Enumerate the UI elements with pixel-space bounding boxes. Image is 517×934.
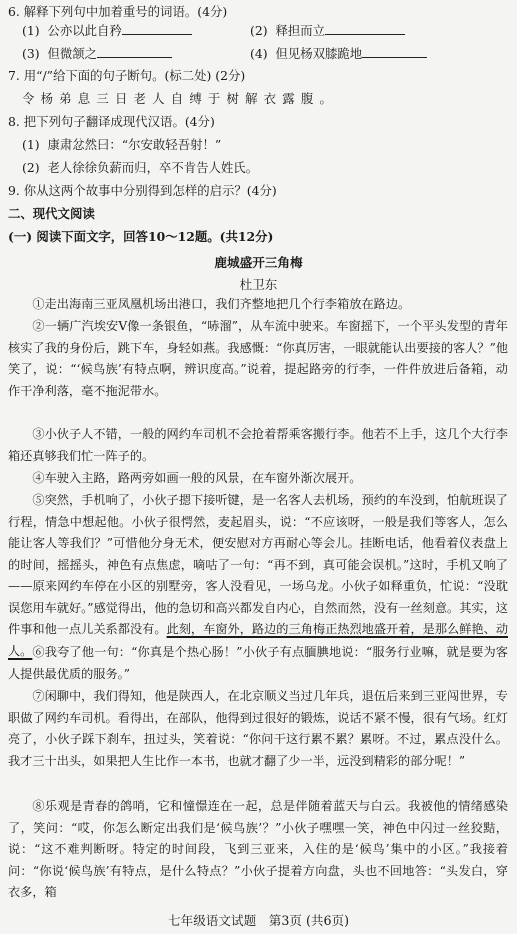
q6-item-3: (3) 但微颔之 <box>22 45 172 62</box>
q9-title: 9. 你从这两个故事中分别得到怎样的启示？(4分) <box>8 183 277 198</box>
article-paragraph-4: ④车驶入主路，路两旁如画一般的风景，在车窗外渐次展开。 <box>32 471 362 485</box>
q8-item-1: (1) 康肃忿然曰：“尔安敢轻吾射！” <box>22 137 222 152</box>
article-paragraph-8: ⑧乐观是青春的鸽哨，它和憧憬连在一起，总是伴随着蓝天与白云。我被他的情绪感染了，笑问：“哎，你怎么断定出我们是‘候鸟族’？”小伙子嘿嘿一笑，神色中闪过一丝狡黠，说：“这不难判断呀。特定的时间段，飞到三亚来，入住的是‘候鸟’集中的小区。”我接着问：“你说‘候鸟族’有特点，是什么特点？”小伙子提着方向盘，头也不回地答：“头发白，穿衣多，箱 <box>8 799 508 899</box>
q7-sentence: 令杨弟息三日老人自缚于树解衣露腹。 <box>22 91 339 106</box>
answer-blank[interactable] <box>362 45 427 58</box>
section-subheading: (一) 阅读下面文字，回答10～12题。(共12分) <box>8 229 274 244</box>
q6-item-2: (2) 释担而立 <box>250 22 405 39</box>
answer-blank[interactable] <box>122 22 192 35</box>
q7-title: 7. 用“/”给下面的句子断句。(标二处) (2分) <box>8 68 246 83</box>
article-author: 杜卫东 <box>239 277 278 292</box>
q6-title: 6. 解释下列句中加着重号的词语。(4分) <box>8 4 228 19</box>
article-paragraph-5 <box>8 490 508 662</box>
article-paragraph-6: ⑥我夸了他一句：“你真是个热心肠！”小伙子有点腼腆地说：“服务行业嘛，就是要为客人提供最优质的服务。” <box>8 645 508 681</box>
article-paragraph-3: ③小伙子人不错，一般的网约车司机不会抢着帮乘客搬行李。他若不上手，这几个大行李箱还真够我们忙一阵子的。 <box>8 427 508 463</box>
q6-item-1: (1) 公亦以此自矜 <box>22 22 192 39</box>
paragraph-5-text: ⑤突然，手机响了，小伙子摁下接听键，是一名客人去机场，预约的车没到，怕航班误了行程，情急中想起他。小伙子很愕然，麦起眉头，说：“不应该呀，一般是我们等客人，怎么能让客人等我们？”可惜他分身无术，便安慰对方再耐心等会儿。挂断电话，他看着仪表盘上的时间，摇摇头，神色有点焦虑，嘀咕了一句：“再不到，真可能会误机。”这时，手机又响了——原来网约车停在小区的别墅旁，客人没看见，一场乌龙。小伙子如释重负，忙说：“没耽误您用车就好。”感觉得出，他的急切和高兴都发自内心，自然而然，没有一丝刻意。其实，这件事和他一点儿关系都没有。 <box>8 493 508 636</box>
article-title: 鹿城盛开三角梅 <box>214 255 303 270</box>
q6-item-4: (4) 但见杨双膝跪地 <box>250 45 427 62</box>
article-paragraph-1: ①走出海南三亚凤凰机场出港口，我们齐整地把几个行李箱放在路边。 <box>32 297 411 311</box>
q8-title: 8. 把下列句子翻译成现代汉语。(4分) <box>8 114 215 129</box>
article-paragraph-7: ⑦闲聊中，我们得知，他是陕西人，在北京顺义当过几年兵，退伍后来到三亚闯世界，专职做了网约车司机。看得出，在部队，他得到过很好的锻炼，说话不紧不慢，很有气场。红灯亮了，小伙子踩下刹车，扭过头，笑着说：“你问干这行累不累？累呀。不过，累点没什么。我才三十出头，如果把人生比作一本书，也就才翻了少一半，远没到精彩的部分呢！” <box>8 689 508 768</box>
q8-item-2: (2) 老人徐徐负薪而归，卒不肯告人姓氏。 <box>22 160 259 175</box>
article-paragraph-2: ②一辆广汽埃安V像一条银鱼，“哧溜”，从车流中驶来。车窗摇下，一个平头发型的青年核实了我的身份后，跳下车，身轻如燕。我感慨：“你真厉害，一眼就能认出要接的客人？”他笑了，说：“‘候鸟族’有特点啊，辨识度高。”说着，提起路旁的行李，一件件放进后备箱，动作干净利落，毫不拖泥带水。 <box>8 319 508 398</box>
answer-blank[interactable] <box>325 22 405 35</box>
page-footer: 七年级语文试题 第3页 (共6页) <box>168 913 349 928</box>
answer-blank[interactable] <box>97 45 172 58</box>
underlined-sentence: 此刻，车窗外，路边的三角梅正热烈地盛开着，是那么鲜艳、动人。 <box>8 622 509 658</box>
section-heading: 二、现代文阅读 <box>8 206 95 221</box>
